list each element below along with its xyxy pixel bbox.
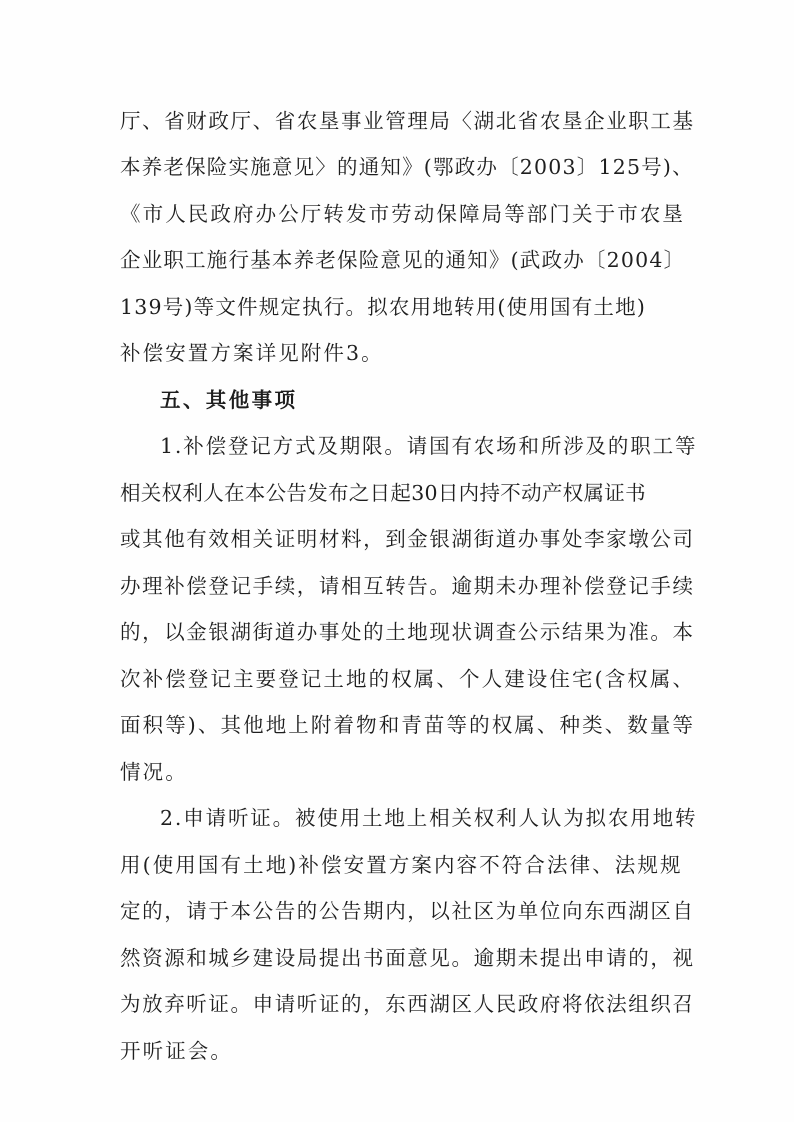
paragraph-line: 开听证会。 xyxy=(120,1039,233,1063)
paragraph-line: 情况。 xyxy=(120,760,188,784)
paragraph-line: 用(使用国有土地)补偿安置方案内容不符合法律、法规规 xyxy=(120,853,683,877)
paragraph-line: 的，以金银湖街道办事处的土地现状调查公示结果为准。本 xyxy=(120,620,695,644)
paragraph-line: 2.申请听证。被使用土地上相关权利人认为拟农用地转 xyxy=(160,806,698,830)
paragraph-line: 然资源和城乡建设局提出书面意见。逾期未提出申请的，视 xyxy=(120,946,695,970)
paragraph-line: 厅、省财政厅、省农垦事业管理局〈湖北省农垦企业职工基 xyxy=(120,109,695,133)
paragraph-line: 企业职工施行基本养老保险意见的通知》(武政办〔2004〕 xyxy=(120,248,686,272)
paragraph-line: 本养老保险实施意见〉的通知》(鄂政办〔2003〕125号)、 xyxy=(120,155,694,179)
paragraph-line: 139号)等文件规定执行。拟农用地转用(使用国有土地) xyxy=(120,295,647,319)
paragraph-line: 为放弃听证。申请听证的，东西湖区人民政府将依法组织召 xyxy=(120,992,695,1016)
paragraph-line: 补偿安置方案详见附件3。 xyxy=(120,341,384,365)
paragraph-line: 面积等)、其他地上附着物和青苗等的权属、种类、数量等 xyxy=(120,713,696,737)
paragraph-line: 或其他有效相关证明材料，到金银湖街道办事处李家墩公司 xyxy=(120,527,695,551)
paragraph-line: 相关权利人在本公告发布之日起30日内持不动产权属证书 xyxy=(120,481,646,505)
paragraph-line: 次补偿登记主要登记土地的权属、个人建设住宅(含权属、 xyxy=(120,667,696,691)
paragraph-line: 1.补偿登记方式及期限。请国有农场和所涉及的职工等 xyxy=(160,434,698,458)
paragraph-line: 《市人民政府办公厅转发市劳动保障局等部门关于市农垦 xyxy=(120,202,685,226)
paragraph-line: 办理补偿登记手续，请相互转告。逾期未办理补偿登记手续 xyxy=(120,574,695,598)
section-heading: 五、其他事项 xyxy=(160,388,298,412)
paragraph-line: 定的，请于本公告的公告期内，以社区为单位向东西湖区自 xyxy=(120,899,695,923)
